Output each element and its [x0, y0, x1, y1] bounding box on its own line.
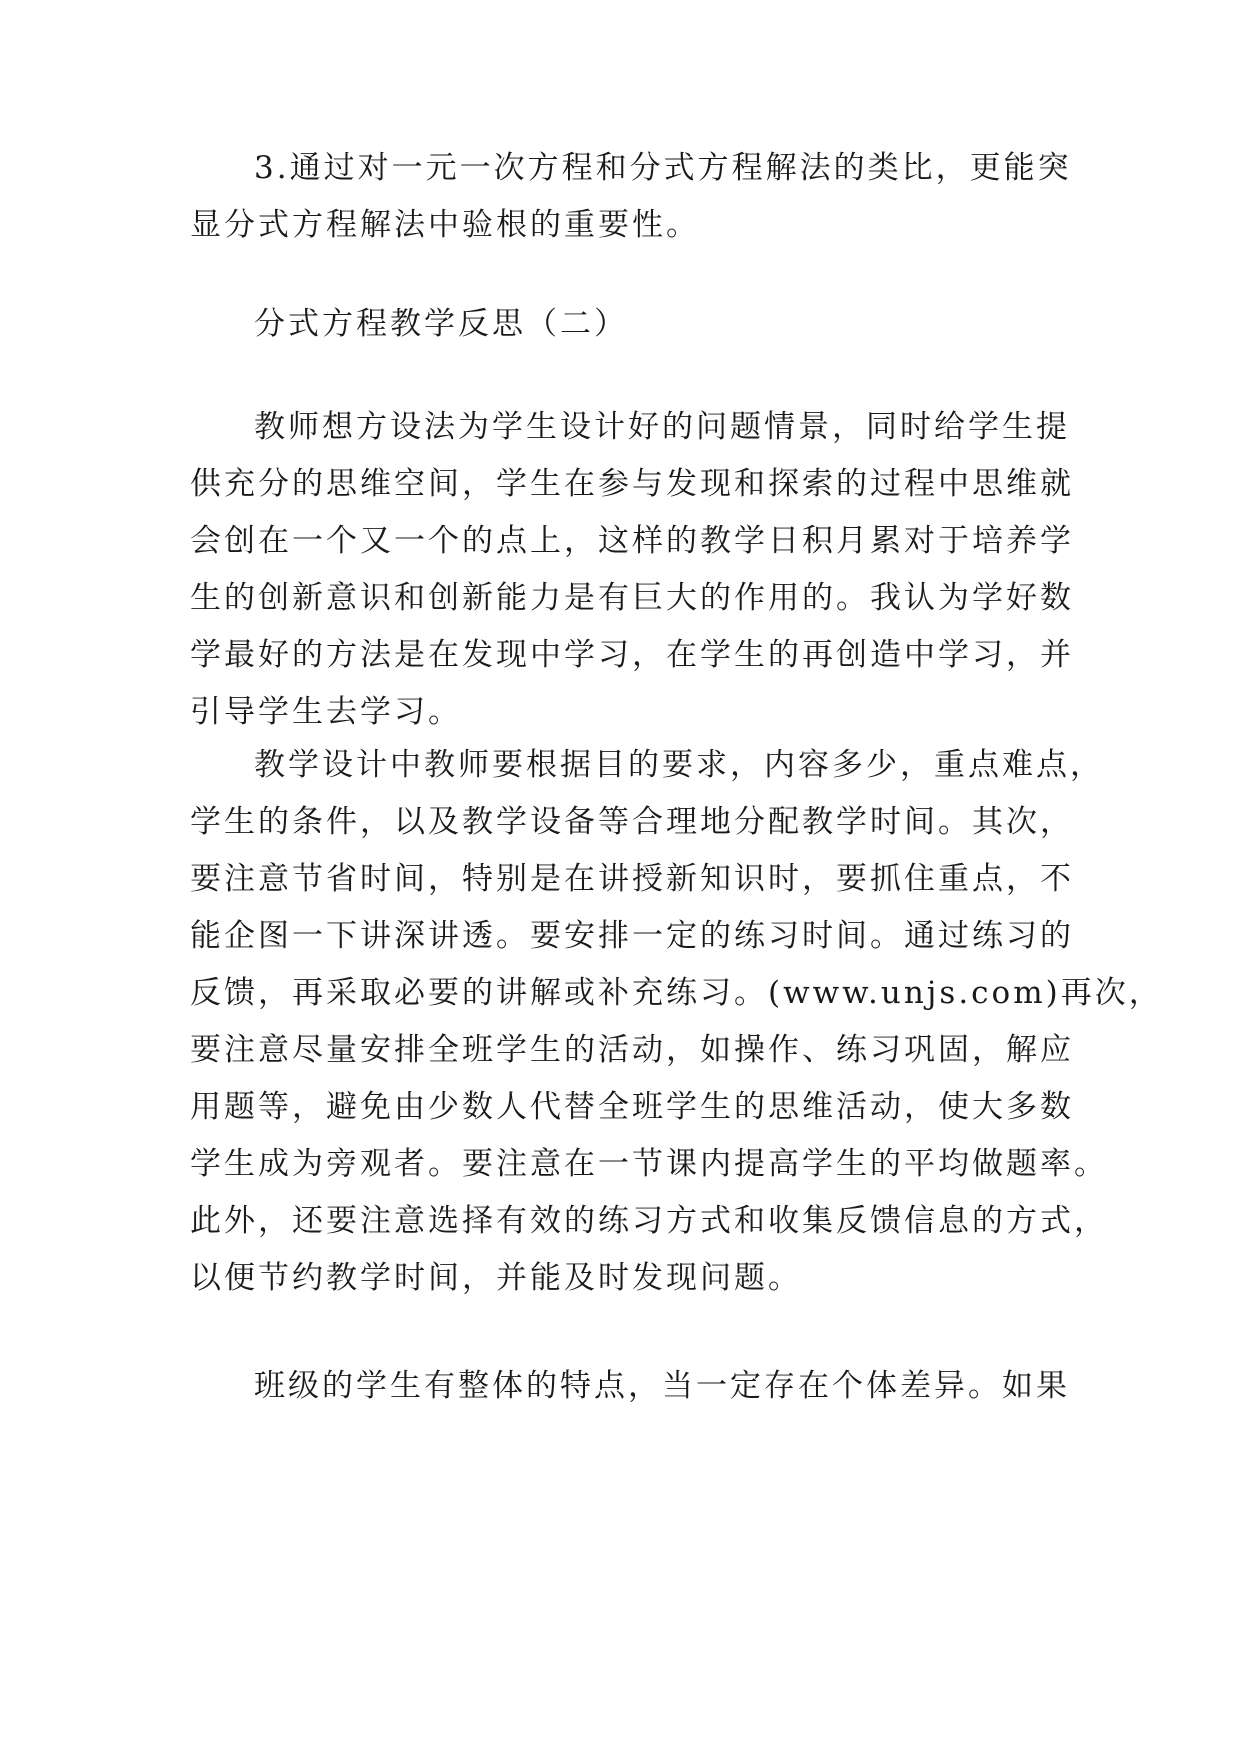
paragraph-3	[190, 399, 1074, 741]
paragraph-5	[190, 1358, 1070, 1415]
text-line: 用题等，避免由少数人代替全班学生的思维活动，使大多数	[190, 1089, 1074, 1125]
text-line: 反馈，再采取必要的讲解或补充练习。(www.unjs.com)再次，	[190, 975, 1163, 1011]
heading-line: 分式方程教学反思（二）	[254, 306, 628, 342]
text-line: 教学设计中教师要根据目的要求，内容多少，重点难点，	[254, 747, 1104, 783]
text-line: 学生成为旁观者。要注意在一节课内提高学生的平均做题率。	[190, 1146, 1108, 1182]
text-line: 显分式方程解法中验根的重要性。	[190, 207, 700, 243]
text-line: 班级的学生有整体的特点，当一定存在个体差异。如果	[254, 1368, 1070, 1404]
text-line: 此外，还要注意选择有效的练习方式和收集反馈信息的方式，	[190, 1203, 1108, 1239]
paragraph-4	[190, 737, 1163, 1307]
text-line: 学生的条件，以及教学设备等合理地分配教学时间。其次，	[190, 804, 1074, 840]
section-heading	[190, 296, 1052, 353]
text-line: 学最好的方法是在发现中学习，在学生的再创造中学习，并	[190, 637, 1074, 673]
text-line: 要注意尽量安排全班学生的活动，如操作、练习巩固，解应	[190, 1032, 1074, 1068]
text-line: 教师想方设法为学生设计好的问题情景，同时给学生提	[254, 409, 1070, 445]
text-line: 会创在一个又一个的点上，这样的教学日积月累对于培养学	[190, 523, 1074, 559]
text-line: 引导学生去学习。	[190, 694, 462, 730]
paragraph-1	[190, 140, 1072, 254]
text-line: 生的创新意识和创新能力是有巨大的作用的。我认为学好数	[190, 580, 1074, 616]
text-line: 3.通过对一元一次方程和分式方程解法的类比，更能突	[254, 150, 1072, 186]
text-line: 能企图一下讲深讲透。要安排一定的练习时间。通过练习的	[190, 918, 1074, 954]
text-line: 以便节约教学时间，并能及时发现问题。	[190, 1260, 802, 1296]
document-page	[190, 0, 1163, 1754]
text-line: 要注意节省时间，特别是在讲授新知识时，要抓住重点，不	[190, 861, 1074, 897]
text-line: 供充分的思维空间，学生在参与发现和探索的过程中思维就	[190, 466, 1074, 502]
